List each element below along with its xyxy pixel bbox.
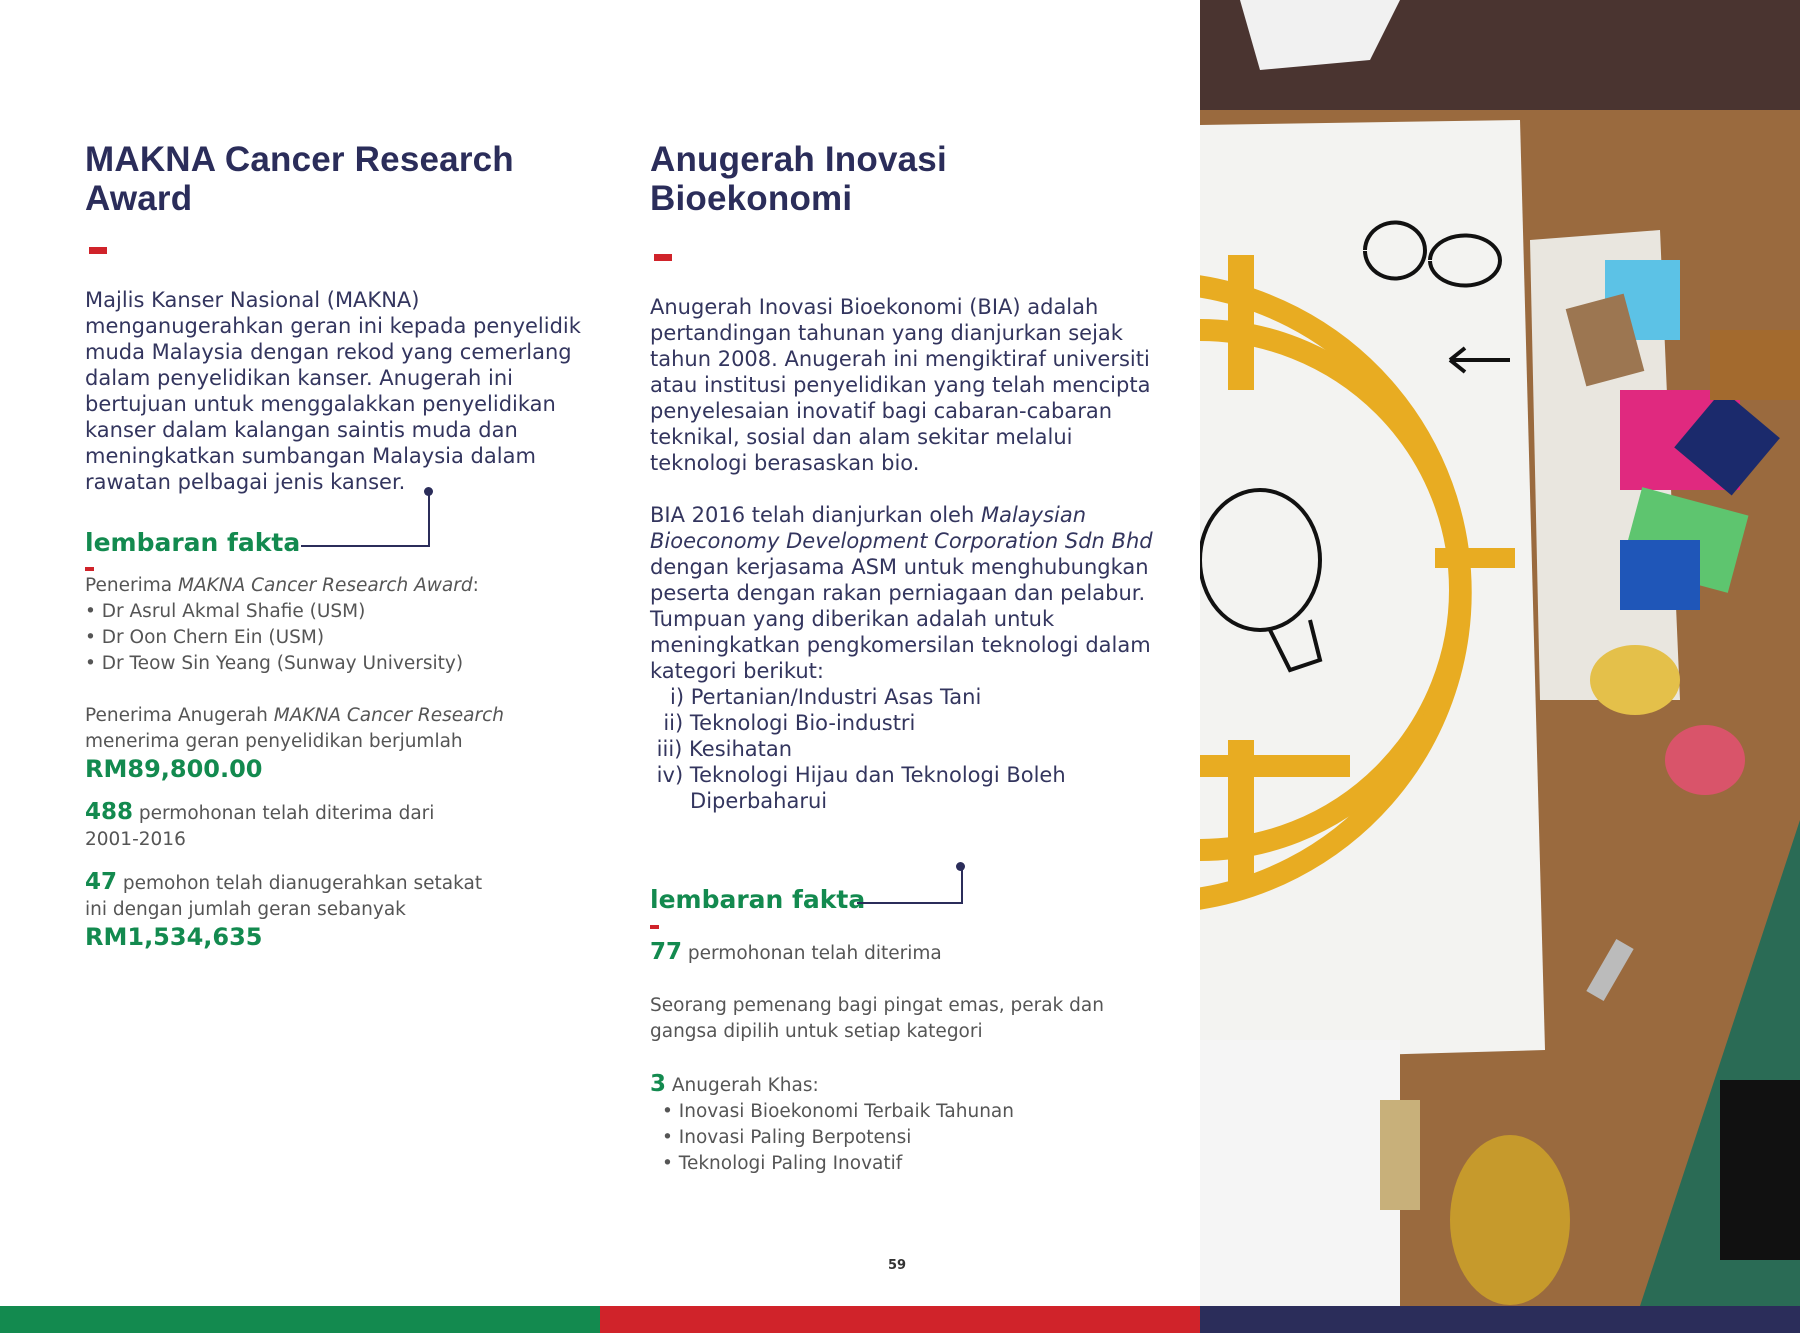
text-line: Majlis Kanser Nasional (MAKNA) bbox=[85, 288, 420, 312]
category-item: iii) Kesihatan bbox=[650, 737, 793, 761]
footer-bar-red bbox=[600, 1306, 1200, 1333]
footer-bar-navy bbox=[1200, 1306, 1800, 1333]
special-awards-count: 3 bbox=[650, 1071, 667, 1097]
innovation-illustration bbox=[1200, 0, 1800, 1306]
category-item: ii) Teknologi Bio-industri bbox=[650, 711, 916, 735]
grant-text: Penerima Anugerah MAKNA Cancer Research bbox=[85, 705, 504, 726]
category-item: i) Pertanian/Industri Asas Tani bbox=[650, 685, 982, 709]
connector-dot bbox=[424, 487, 433, 496]
awarded-count: 47 bbox=[85, 869, 118, 895]
category-item: Diperbaharui bbox=[650, 789, 828, 813]
awarded-amount: RM1,534,635 bbox=[85, 923, 263, 951]
workbench-photo bbox=[1200, 0, 1800, 1306]
recipient-item: • Dr Teow Sin Yeang (Sunway University) bbox=[85, 653, 464, 674]
text-line: meningkatkan sumbangan Malaysia dalam bbox=[85, 444, 536, 468]
grant-amount: RM89,800.00 bbox=[85, 755, 263, 783]
footer-bar-green bbox=[0, 1306, 600, 1333]
awarded-text: pemohon telah dianugerahkan setakat bbox=[117, 873, 483, 894]
grant-text: menerima geran penyelidikan berjumlah bbox=[85, 731, 463, 752]
applications-count: 77 bbox=[650, 939, 683, 965]
connector-line bbox=[857, 868, 963, 904]
awarded-text: ini dengan jumlah geran sebanyak bbox=[85, 899, 406, 920]
text-line: kanser dalam kalangan saintis muda dan bbox=[85, 418, 518, 442]
page-number: 59 bbox=[888, 1258, 907, 1273]
recipients-heading: Penerima MAKNA Cancer Research Award: bbox=[85, 575, 479, 596]
bia-title: Anugerah Inovasi Bioekonomi bbox=[650, 140, 947, 218]
bia-facts: 77 permohonan telah diterima Seorang pemenang bagi pingat emas, perak dan gangsa dipilih untuk setiap kategori 3 Anugerah Khas: • Inovasi Bioekonomi Terbaik Tahunan • Inovasi Paling Berpotensi • Teknologi Paling Inovatif bbox=[650, 939, 1104, 1177]
text-line: bertujuan untuk menggalakkan penyelidikan bbox=[85, 392, 556, 416]
red-accent-dash bbox=[85, 567, 94, 571]
applications-years: 2001-2016 bbox=[85, 829, 186, 850]
special-award-item: • Inovasi Paling Berpotensi bbox=[662, 1127, 912, 1148]
text-line: rawatan pelbagai jenis kanser. bbox=[85, 470, 406, 494]
recipient-item: • Dr Asrul Akmal Shafie (USM) bbox=[85, 601, 366, 622]
applications-text: permohonan telah diterima bbox=[682, 943, 942, 964]
makna-description bbox=[85, 287, 581, 495]
connector-dot bbox=[956, 862, 965, 871]
fact-sheet-heading: lembaran fakta bbox=[650, 885, 866, 914]
red-accent-dash bbox=[654, 254, 672, 261]
makna-facts bbox=[85, 573, 504, 951]
special-award-item: • Inovasi Bioekonomi Terbaik Tahunan bbox=[662, 1101, 1014, 1122]
bia-description: Anugerah Inovasi Bioekonomi (BIA) adalah pertandingan tahunan yang dianjurkan sejak tahun 2008. Anugerah ini mengiktiraf universiti atau institusi penyelidikan yang telah mencipta penyelesaian inovatif bagi cabaran-cabaran teknikal, sosial dan alam sekitar melalui teknologi berasaskan bio. BIA 2016 telah dianjurkan oleh Malaysian Bioeconomy Development Corporation Sdn Bhd dengan kerjasama ASM untuk menghubungkan peserta dengan rakan perniagaan dan pelabur. Tumpuan yang diberikan adalah untuk meningkatkan pengkomersilan teknologi dalam kategori berikut: i) Pertanian/Industri Asas Tani ii) Teknologi Bio-industri iii) Kesihatan iv) Teknologi Hijau dan Teknologi Boleh Diperbaharui bbox=[650, 295, 1153, 813]
red-accent-dash bbox=[89, 247, 107, 254]
applications-count: 488 bbox=[85, 799, 134, 825]
makna-title: MAKNA Cancer Research Award bbox=[85, 140, 514, 218]
text-line: menganugerahkan geran ini kepada penyelidik bbox=[85, 314, 581, 338]
connector-line bbox=[301, 494, 430, 547]
category-item: iv) Teknologi Hijau dan Teknologi Boleh bbox=[650, 763, 1066, 787]
text-line: muda Malaysia dengan rekod yang cemerlang bbox=[85, 340, 572, 364]
red-accent-dash bbox=[650, 925, 659, 929]
applications-text: permohonan telah diterima dari bbox=[133, 803, 435, 824]
special-award-item: • Teknologi Paling Inovatif bbox=[662, 1153, 903, 1174]
fact-sheet-heading: lembaran fakta bbox=[85, 528, 301, 557]
text-line: dalam penyelidikan kanser. Anugerah ini bbox=[85, 366, 514, 390]
recipient-item: • Dr Oon Chern Ein (USM) bbox=[85, 627, 325, 648]
